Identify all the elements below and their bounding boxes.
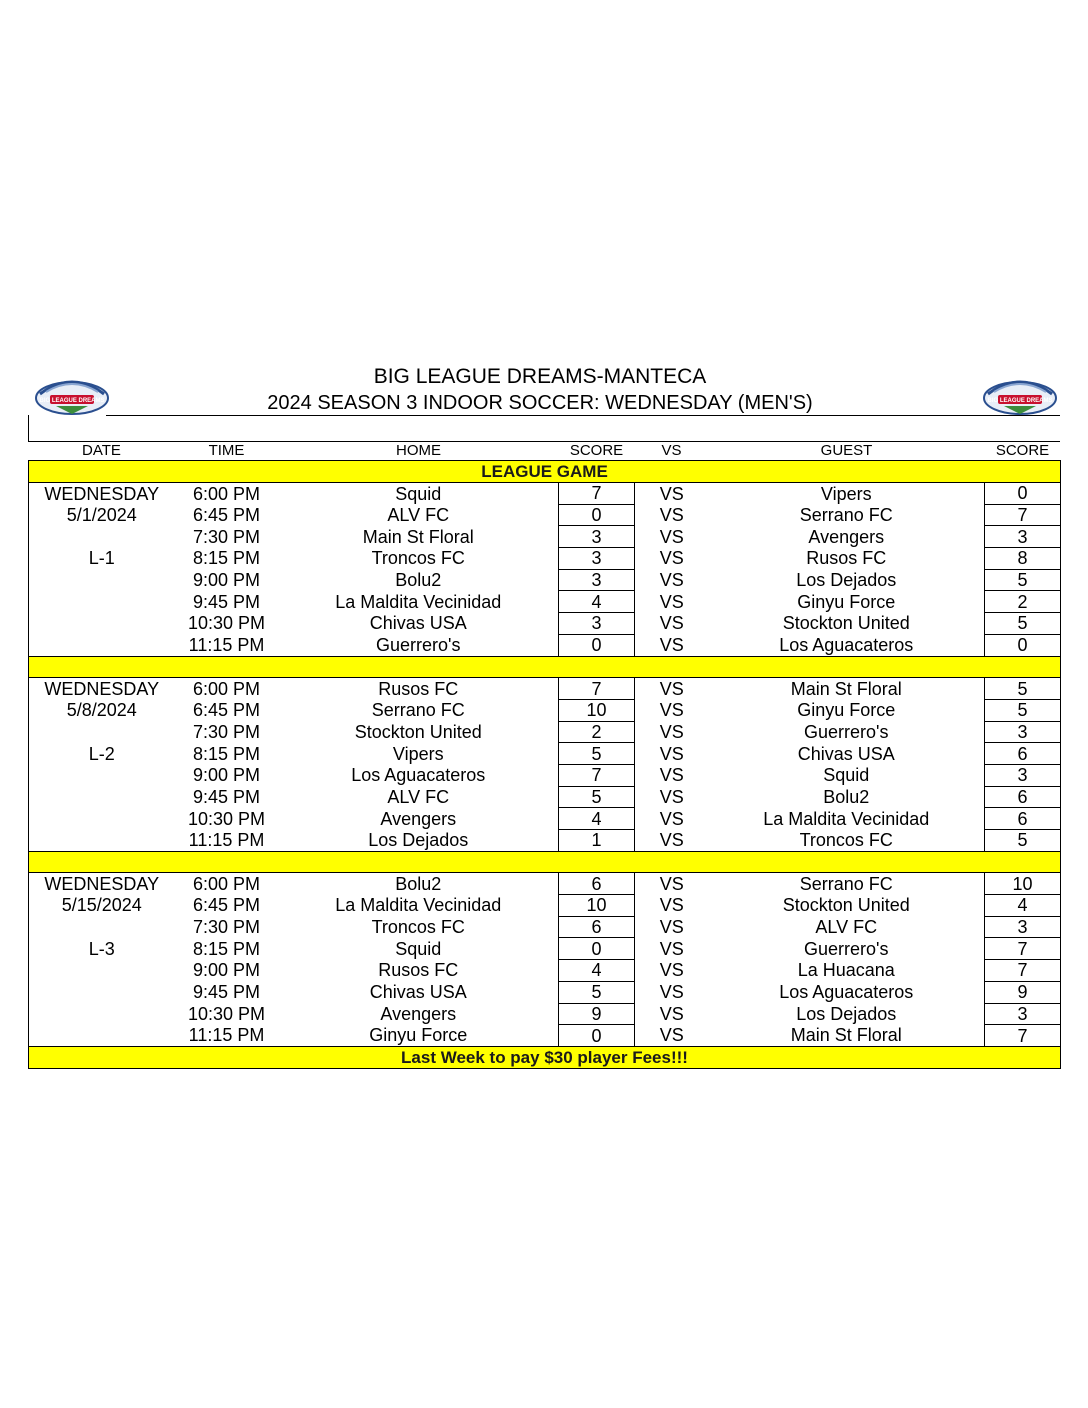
game-row (29, 786, 1061, 808)
home-score: 10 (559, 895, 635, 917)
game-row (29, 1003, 1061, 1025)
guest-score: 3 (985, 721, 1061, 743)
guest-score: 5 (985, 830, 1061, 852)
title-underline (106, 415, 980, 416)
game-time: 6:45 PM (192, 505, 261, 526)
vs-label: VS (659, 938, 684, 959)
vs-label: VS (659, 678, 684, 699)
game-row (29, 504, 1061, 526)
week-day: WEDNESDAY (29, 678, 175, 700)
game-time: 6:45 PM (192, 895, 261, 916)
guest-team: Guerrero's (804, 721, 889, 742)
league-game-banner (29, 461, 1061, 483)
game-time: 6:00 PM (192, 483, 261, 504)
vs-label: VS (659, 830, 684, 851)
guest-team: Stockton United (782, 895, 910, 916)
guest-score: 6 (985, 808, 1061, 830)
fee-notice-text: Last Week to pay $30 player Fees!!! (401, 1047, 688, 1067)
game-row (29, 895, 1061, 917)
guest-score: 3 (985, 764, 1061, 786)
guest-team: Serrano FC (799, 505, 893, 526)
home-team: Avengers (380, 1003, 457, 1024)
guest-score: 3 (985, 526, 1061, 548)
league-logo (32, 368, 112, 418)
guest-score: 6 (985, 786, 1061, 808)
league-logo (980, 368, 1060, 418)
guest-team: Stockton United (782, 613, 910, 634)
guest-team: Rusos FC (806, 548, 887, 569)
vs-label: VS (659, 700, 684, 721)
column-header-row (29, 441, 1061, 461)
game-row (29, 569, 1061, 591)
game-row (29, 938, 1061, 960)
home-team: La Maldita Vecinidad (335, 895, 502, 916)
home-team: Los Dejados (368, 830, 469, 851)
date-cell (29, 960, 175, 982)
home-score: 4 (559, 591, 635, 613)
guest-team: Main St Floral (790, 1025, 902, 1046)
guest-team: La Huacana (797, 960, 895, 981)
guest-team: Serrano FC (799, 873, 893, 894)
game-row (29, 764, 1061, 786)
guest-team: Squid (823, 765, 870, 786)
game-time: 11:15 PM (188, 830, 265, 851)
vs-label: VS (659, 960, 684, 981)
home-team: Bolu2 (395, 873, 442, 894)
week-separator-cell (29, 851, 1061, 873)
fee-notice-cell (29, 1046, 1061, 1068)
game-row (29, 830, 1061, 852)
week-day: WEDNESDAY (29, 873, 175, 895)
game-time: 8:15 PM (192, 938, 261, 959)
col-date: DATE (82, 442, 121, 459)
guest-score: 5 (985, 678, 1061, 700)
guest-team: Ginyu Force (797, 591, 896, 612)
guest-score: 3 (985, 1003, 1061, 1025)
home-score: 1 (559, 830, 635, 852)
vs-label: VS (659, 721, 684, 742)
guest-team: ALV FC (815, 917, 878, 938)
home-team: ALV FC (387, 786, 450, 807)
guest-score: 7 (985, 938, 1061, 960)
home-team: Bolu2 (395, 570, 442, 591)
guest-score: 2 (985, 591, 1061, 613)
guest-team: Los Aguacateros (779, 634, 914, 655)
guest-team: Main St Floral (790, 678, 902, 699)
home-team: Troncos FC (371, 548, 465, 569)
schedule-table (28, 441, 1061, 1069)
game-time: 7:30 PM (192, 721, 261, 742)
guest-team: Troncos FC (799, 830, 893, 851)
game-time: 9:45 PM (192, 982, 261, 1003)
home-score: 5 (559, 743, 635, 765)
date-cell (29, 569, 175, 591)
home-score: 7 (559, 483, 635, 505)
vs-label: VS (659, 765, 684, 786)
game-time: 6:00 PM (192, 678, 261, 699)
home-team: Avengers (380, 808, 457, 829)
game-time: 10:30 PM (187, 1003, 266, 1024)
vs-label: VS (659, 786, 684, 807)
col-guest: GUEST (820, 442, 873, 459)
guest-score: 7 (985, 504, 1061, 526)
home-team: Ginyu Force (369, 1025, 468, 1046)
week-date: 5/15/2024 (29, 895, 175, 917)
guest-team: Vipers (820, 483, 872, 504)
vs-label: VS (659, 1025, 684, 1046)
home-team: ALV FC (387, 505, 450, 526)
vs-label: VS (659, 743, 684, 764)
vs-label: VS (659, 634, 684, 655)
game-time: 10:30 PM (187, 613, 266, 634)
guest-team: Los Dejados (796, 570, 897, 591)
week-separator-cell (29, 656, 1061, 678)
game-row (29, 526, 1061, 548)
guest-team: Guerrero's (804, 938, 889, 959)
guest-score: 9 (985, 981, 1061, 1003)
home-score: 3 (559, 548, 635, 570)
home-score: 0 (559, 634, 635, 656)
vs-label: VS (659, 591, 684, 612)
col-home-score: SCORE (569, 442, 624, 459)
game-row (29, 960, 1061, 982)
game-row (29, 721, 1061, 743)
game-row (29, 873, 1061, 895)
home-team: Guerrero's (376, 634, 461, 655)
game-time: 9:00 PM (192, 570, 261, 591)
game-time: 9:00 PM (192, 960, 261, 981)
date-cell (29, 916, 175, 938)
date-cell (29, 764, 175, 786)
guest-team: Los Aguacateros (779, 982, 914, 1003)
week-separator (29, 656, 1061, 678)
guest-score: 3 (985, 916, 1061, 938)
home-team: Rusos FC (378, 960, 459, 981)
date-cell (29, 1025, 175, 1047)
vs-label: VS (659, 917, 684, 938)
guest-score: 0 (985, 634, 1061, 656)
home-score: 6 (559, 873, 635, 895)
col-home: HOME (396, 442, 441, 459)
game-row (29, 916, 1061, 938)
game-row (29, 743, 1061, 765)
vs-label: VS (659, 1003, 684, 1024)
vs-label: VS (659, 505, 684, 526)
guest-team: La Maldita Vecinidad (763, 808, 930, 829)
home-team: Squid (395, 938, 442, 959)
game-row (29, 634, 1061, 656)
vs-label: VS (659, 808, 684, 829)
svg-text:BIG LEAGUE DREAMS: BIG LEAGUE DREAMS (987, 398, 1053, 404)
home-team: Main St Floral (362, 526, 474, 547)
page-subtitle: 2024 SEASON 3 INDOOR SOCCER: WEDNESDAY (MEN'S) (267, 392, 813, 414)
game-time: 6:00 PM (192, 873, 261, 894)
fee-notice (29, 1046, 1061, 1068)
week-label: L-3 (29, 938, 175, 960)
guest-team: Chivas USA (797, 743, 895, 764)
game-time: 11:15 PM (188, 1025, 265, 1046)
guest-score: 5 (985, 699, 1061, 721)
guest-score: 0 (985, 483, 1061, 505)
week-label: L-2 (29, 743, 175, 765)
game-time: 11:15 PM (188, 634, 265, 655)
game-time: 9:45 PM (192, 591, 261, 612)
home-score: 5 (559, 786, 635, 808)
col-time: TIME (208, 442, 245, 459)
guest-score: 6 (985, 743, 1061, 765)
game-row (29, 699, 1061, 721)
game-time: 8:15 PM (192, 548, 261, 569)
date-cell (29, 634, 175, 656)
guest-score: 5 (985, 569, 1061, 591)
home-score: 2 (559, 721, 635, 743)
col-guest-score: SCORE (995, 442, 1050, 459)
date-cell (29, 721, 175, 743)
date-cell (29, 830, 175, 852)
week-date: 5/1/2024 (29, 504, 175, 526)
date-cell (29, 591, 175, 613)
guest-score: 10 (985, 873, 1061, 895)
home-team: Troncos FC (371, 917, 465, 938)
league-game-banner-cell (29, 461, 1061, 483)
guest-team: Avengers (808, 526, 885, 547)
home-team: Chivas USA (369, 613, 467, 634)
vs-label: VS (659, 982, 684, 1003)
guest-score: 7 (985, 960, 1061, 982)
date-cell (29, 1003, 175, 1025)
home-team: Stockton United (354, 721, 482, 742)
date-cell (29, 808, 175, 830)
guest-team: Bolu2 (823, 786, 870, 807)
week-date: 5/8/2024 (29, 699, 175, 721)
week-label: L-1 (29, 548, 175, 570)
home-team: La Maldita Vecinidad (335, 591, 502, 612)
guest-score: 4 (985, 895, 1061, 917)
guest-team: Los Dejados (796, 1003, 897, 1024)
home-score: 0 (559, 938, 635, 960)
date-cell (29, 526, 175, 548)
game-row (29, 808, 1061, 830)
home-team: Vipers (392, 743, 444, 764)
date-cell (29, 981, 175, 1003)
guest-score: 8 (985, 548, 1061, 570)
vs-label: VS (659, 483, 684, 504)
game-row (29, 678, 1061, 700)
svg-text:BIG LEAGUE DREAMS: BIG LEAGUE DREAMS (39, 398, 105, 404)
home-team: Serrano FC (371, 700, 465, 721)
home-score: 3 (559, 613, 635, 635)
home-team: Rusos FC (378, 678, 459, 699)
vs-label: VS (659, 895, 684, 916)
vs-label: VS (659, 873, 684, 894)
home-team: Squid (395, 483, 442, 504)
home-score: 3 (559, 526, 635, 548)
game-time: 7:30 PM (192, 917, 261, 938)
logo-underline (980, 415, 1060, 416)
page-title: BIG LEAGUE DREAMS-MANTECA (373, 365, 707, 388)
game-time: 10:30 PM (187, 808, 266, 829)
vs-label: VS (659, 548, 684, 569)
date-cell (29, 786, 175, 808)
home-score: 3 (559, 569, 635, 591)
game-row (29, 981, 1061, 1003)
home-score: 0 (559, 504, 635, 526)
game-row (29, 613, 1061, 635)
home-score: 6 (559, 916, 635, 938)
date-cell (29, 613, 175, 635)
home-score: 9 (559, 1003, 635, 1025)
guest-team: Ginyu Force (797, 700, 896, 721)
col-vs: VS (661, 442, 682, 459)
game-time: 9:00 PM (192, 765, 261, 786)
home-score: 4 (559, 808, 635, 830)
league-game-banner-text: LEAGUE GAME (481, 462, 608, 481)
home-score: 7 (559, 678, 635, 700)
game-time: 6:45 PM (192, 700, 261, 721)
home-score: 7 (559, 764, 635, 786)
vs-label: VS (659, 526, 684, 547)
vs-label: VS (659, 570, 684, 591)
game-time: 7:30 PM (192, 526, 261, 547)
game-time: 8:15 PM (192, 743, 261, 764)
week-separator (29, 851, 1061, 873)
week-day: WEDNESDAY (29, 483, 175, 505)
game-row (29, 591, 1061, 613)
home-score: 5 (559, 981, 635, 1003)
guest-score: 7 (985, 1025, 1061, 1047)
game-row (29, 548, 1061, 570)
home-team: Los Aguacateros (351, 765, 486, 786)
home-score: 4 (559, 960, 635, 982)
home-score: 0 (559, 1025, 635, 1047)
game-row (29, 1025, 1061, 1047)
guest-score: 5 (985, 613, 1061, 635)
left-border (28, 415, 29, 442)
home-team: Chivas USA (369, 982, 467, 1003)
game-time: 9:45 PM (192, 786, 261, 807)
home-score: 10 (559, 699, 635, 721)
game-row (29, 483, 1061, 505)
vs-label: VS (659, 613, 684, 634)
